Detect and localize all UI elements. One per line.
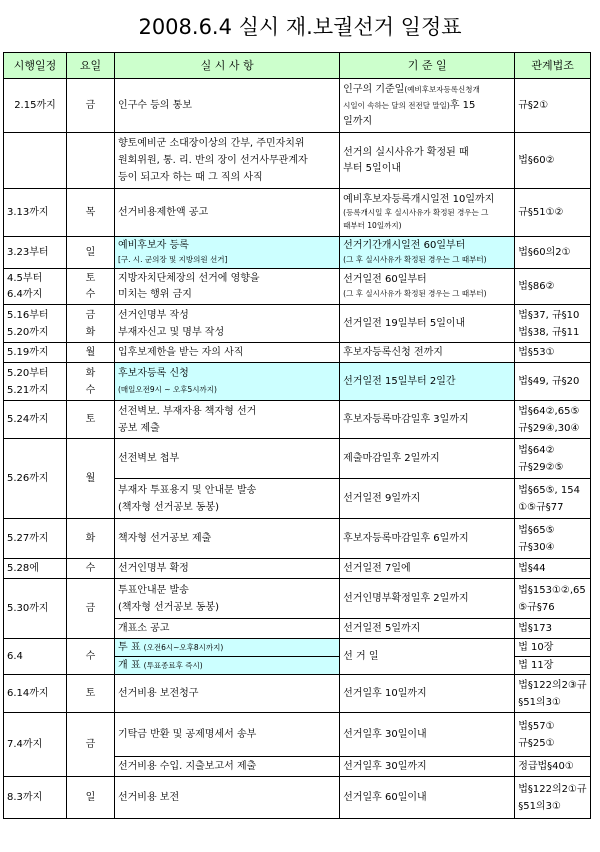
law-cell: 법§173 — [515, 619, 591, 639]
law-cell: 법 10장 — [515, 639, 591, 657]
item-line: 선거인명부 작성 — [117, 309, 189, 321]
criteria-line: 후 15 — [449, 99, 476, 111]
table-row — [4, 439, 591, 479]
law-line: 법§37, 규§10 — [518, 309, 580, 321]
law-cell — [515, 439, 591, 479]
law-line: 법§65⑤, 154 — [518, 484, 580, 496]
item-cell: 책자형 선거공보 제출 — [114, 519, 339, 559]
table-header-row — [4, 53, 591, 79]
criteria-note: 시일이 속하는 달의 전전달 말일) — [343, 100, 450, 110]
day-cell: 월 — [66, 439, 114, 519]
table-row — [4, 343, 591, 363]
day-cell: 금 — [66, 79, 114, 133]
item-note: (매일오전9시 ~ 오후5시까지) — [117, 384, 217, 394]
item-note: (오전6시~오후8시까지) — [143, 643, 224, 652]
criteria-line: 선거기간개시일전 60일부터 — [343, 239, 466, 251]
date-cell: 5.24까지 — [4, 401, 67, 439]
law-cell — [515, 519, 591, 559]
page-title: 2008.6.4 실시 재.보궐선거 일정표 — [138, 15, 462, 39]
criteria-line: 선거일전 60일부터 — [343, 273, 427, 285]
law-line: 법§65⑤ — [518, 524, 555, 536]
day-line: 화 — [85, 326, 96, 338]
item-line: 공보 제출 — [117, 422, 160, 434]
table-row — [4, 237, 591, 269]
criteria-cell: 선거일후 60일이내 — [340, 777, 515, 819]
item-note: (투표종료후 즉시) — [143, 661, 203, 670]
criteria-cell: 선거일전 19일부터 5일이내 — [340, 305, 515, 343]
date-cell: 5.26까지 — [4, 439, 67, 519]
date-line: 5.21까지 — [7, 384, 49, 396]
item-line: 투표안내문 발송 — [117, 584, 189, 596]
law-line: ⑤규§76 — [518, 601, 555, 613]
criteria-cell: 후보자등록마감일후 3일까지 — [340, 401, 515, 439]
law-cell: 정급법§40① — [515, 757, 591, 777]
item-cell: 인구수 등의 통보 — [114, 79, 339, 133]
date-line: 5.20까지 — [7, 326, 49, 338]
law-line: 법§57① — [518, 720, 555, 732]
date-cell: 5.19까지 — [4, 343, 67, 363]
table-row — [4, 579, 591, 619]
header-date: 시행일정 — [4, 53, 67, 79]
table-row — [4, 305, 591, 343]
date-cell: 2.15까지 — [4, 79, 67, 133]
criteria-line: 예비후보자등록개시일전 10일까지 — [343, 194, 495, 205]
law-line: 법§38, 규§11 — [518, 326, 580, 338]
day-line: 토 — [85, 272, 96, 284]
criteria-cell: 선거일후 30일까지 — [340, 757, 515, 777]
table-row — [4, 401, 591, 439]
item-cell — [114, 639, 339, 657]
day-cell: 월 — [66, 343, 114, 363]
item-cell — [114, 657, 339, 675]
criteria-cell — [340, 237, 515, 269]
law-cell: 법§44 — [515, 559, 591, 579]
law-cell — [515, 305, 591, 343]
item-line: 개 표 — [117, 660, 141, 671]
item-line: 미치는 행위 금지 — [117, 288, 192, 300]
table-row — [4, 363, 591, 401]
date-cell — [4, 305, 67, 343]
day-cell — [66, 269, 114, 305]
day-line: 금 — [85, 309, 96, 321]
criteria-cell — [340, 79, 515, 133]
header-day: 요일 — [66, 53, 114, 79]
day-cell: 화 — [66, 519, 114, 559]
day-cell: 토 — [66, 675, 114, 713]
item-cell: 기탁금 반환 및 공제명세서 송부 — [114, 713, 339, 757]
item-line: 선전벽보. 부재자용 책자형 선거 — [117, 405, 257, 417]
date-cell: 3.13까지 — [4, 189, 67, 237]
day-line: 화 — [85, 367, 96, 379]
day-cell — [66, 305, 114, 343]
date-cell — [4, 269, 67, 305]
item-line: 향토예비군 소대장이상의 간부, 주민자치위 — [117, 138, 305, 149]
law-cell — [515, 675, 591, 713]
item-line: 부재자 투표용지 및 안내문 발송 — [117, 484, 257, 496]
law-line: 법§122의2①규 — [518, 783, 587, 795]
criteria-cell: 선거일후 10일까지 — [340, 675, 515, 713]
criteria-cell: 선거일전 15일부터 2일간 — [340, 363, 515, 401]
law-cell — [515, 579, 591, 619]
date-line: 5.20부터 — [7, 367, 49, 379]
item-cell — [114, 133, 339, 189]
date-cell: 5.28에 — [4, 559, 67, 579]
item-cell — [114, 305, 339, 343]
table-row — [4, 713, 591, 757]
item-cell: 선거비용 보전청구 — [114, 675, 339, 713]
item-cell: 선거인명부 확정 — [114, 559, 339, 579]
date-cell — [4, 363, 67, 401]
header-item: 실 시 사 항 — [114, 53, 339, 79]
law-cell: 법§60의2① — [515, 237, 591, 269]
day-cell: 금 — [66, 579, 114, 639]
item-cell — [114, 363, 339, 401]
law-cell — [515, 713, 591, 757]
criteria-cell: 제출마감일후 2일까지 — [340, 439, 515, 479]
day-cell: 수 — [66, 559, 114, 579]
date-cell: 3.23부터 — [4, 237, 67, 269]
item-line: 등이 되고자 하는 때 그 직의 사직 — [117, 172, 263, 183]
criteria-line: 일까지 — [343, 115, 373, 127]
item-line: 원회위원, 통. 리. 반의 장이 선거사무관계자 — [117, 155, 308, 166]
day-cell: 토 — [66, 401, 114, 439]
day-cell: 목 — [66, 189, 114, 237]
law-line: 규§29④,30④ — [518, 422, 580, 434]
date-cell: 6.4 — [4, 639, 67, 675]
criteria-note: 때부터 10일까지) — [343, 221, 402, 230]
law-cell: 법§60② — [515, 133, 591, 189]
criteria-note: (그 후 실시사유가 확정된 경우는 그 때부터) — [343, 254, 487, 264]
date-cell: 7.4까지 — [4, 713, 67, 777]
date-cell: 5.27까지 — [4, 519, 67, 559]
criteria-cell: 후보자등록신청 전까지 — [340, 343, 515, 363]
criteria-cell: 선거일전 7일에 — [340, 559, 515, 579]
header-criteria: 기 준 일 — [340, 53, 515, 79]
criteria-line: 선거의 실시사유가 확정된 때 — [343, 146, 469, 158]
item-cell — [114, 579, 339, 619]
criteria-cell — [340, 133, 515, 189]
header-law: 관계법조 — [515, 53, 591, 79]
law-line: §51의3① — [518, 696, 561, 708]
criteria-cell — [340, 189, 515, 237]
day-cell — [66, 133, 114, 189]
law-cell: 규§2① — [515, 79, 591, 133]
date-cell — [4, 133, 67, 189]
day-line: 수 — [85, 288, 96, 300]
table-row — [4, 519, 591, 559]
criteria-cell: 선거일전 5일까지 — [340, 619, 515, 639]
item-cell — [114, 269, 339, 305]
table-row — [4, 133, 591, 189]
law-cell: 법§53① — [515, 343, 591, 363]
item-cell: 선거비용 보전 — [114, 777, 339, 819]
schedule-table — [3, 52, 591, 819]
criteria-cell: 선거일전 9일까지 — [340, 479, 515, 519]
date-line: 6.4까지 — [7, 288, 43, 300]
day-cell: 일 — [66, 237, 114, 269]
item-line: (책자형 선거공보 동봉) — [117, 501, 220, 513]
law-cell: 규§51①② — [515, 189, 591, 237]
item-line: 부재자신고 및 명부 작성 — [117, 326, 225, 338]
date-cell: 5.30까지 — [4, 579, 67, 639]
table-row — [4, 777, 591, 819]
day-cell: 금 — [66, 713, 114, 777]
law-cell: 법§49, 규§20 — [515, 363, 591, 401]
day-cell: 일 — [66, 777, 114, 819]
date-line: 5.16부터 — [7, 309, 49, 321]
day-cell — [66, 363, 114, 401]
item-cell: 입후보제한을 받는 자의 사직 — [114, 343, 339, 363]
law-line: 법§64② — [518, 444, 555, 456]
day-line: 수 — [85, 384, 96, 396]
law-line: 법§122의2③규 — [518, 679, 587, 691]
criteria-line: 부터 5일이내 — [343, 162, 402, 174]
item-note: [구. 시. 군의장 및 지방의원 선거] — [117, 254, 228, 264]
item-cell: 선전벽보 첩부 — [114, 439, 339, 479]
item-cell — [114, 479, 339, 519]
item-line: 지방자치단체장의 선거에 영향을 — [117, 272, 260, 284]
criteria-cell: 선거인명부확정일후 2일까지 — [340, 579, 515, 619]
item-cell: 선거비용제한액 공고 — [114, 189, 339, 237]
table-row — [4, 559, 591, 579]
date-line: 4.5부터 — [7, 272, 43, 284]
table-row — [4, 269, 591, 305]
item-cell: 개표소 공고 — [114, 619, 339, 639]
item-line: 후보자등록 신청 — [117, 367, 189, 379]
table-row — [4, 639, 591, 657]
item-line: 예비후보자 등록 — [117, 239, 189, 251]
day-cell: 수 — [66, 639, 114, 675]
criteria-note: (등록개시일 후 실시사유가 확정된 경우는 그 — [343, 208, 489, 217]
table-row — [4, 189, 591, 237]
date-cell: 6.14까지 — [4, 675, 67, 713]
item-line: (책자형 선거공보 동봉) — [117, 601, 220, 613]
date-cell: 8.3까지 — [4, 777, 67, 819]
criteria-line: 인구의 기준일 — [343, 83, 405, 95]
law-cell: 법§86② — [515, 269, 591, 305]
law-line: 규§25① — [518, 737, 555, 749]
law-line: 법§153①②,65 — [518, 584, 586, 596]
law-cell — [515, 479, 591, 519]
criteria-cell — [340, 269, 515, 305]
law-line: ①⑤규§77 — [518, 501, 564, 513]
law-line: 규§29②⑤ — [518, 461, 564, 473]
law-line: 법§64②,65⑤ — [518, 405, 580, 417]
law-cell — [515, 777, 591, 819]
item-cell: 선거비용 수입. 지출보고서 제출 — [114, 757, 339, 777]
law-line: §51의3① — [518, 800, 561, 812]
item-cell — [114, 401, 339, 439]
table-row — [4, 79, 591, 133]
table-row — [4, 675, 591, 713]
law-cell — [515, 401, 591, 439]
criteria-note: (예비후보자등록신청개 — [404, 84, 480, 94]
item-line: 투 표 — [117, 642, 141, 653]
item-cell — [114, 237, 339, 269]
criteria-cell: 선 거 일 — [340, 639, 515, 675]
law-cell: 법 11장 — [515, 657, 591, 675]
criteria-note: (그 후 실시사유가 확정된 경우는 그 때부터) — [343, 288, 487, 298]
law-line: 규§30④ — [518, 541, 555, 553]
criteria-cell: 후보자등록마감일후 6일까지 — [340, 519, 515, 559]
criteria-cell: 선거일후 30일이내 — [340, 713, 515, 757]
